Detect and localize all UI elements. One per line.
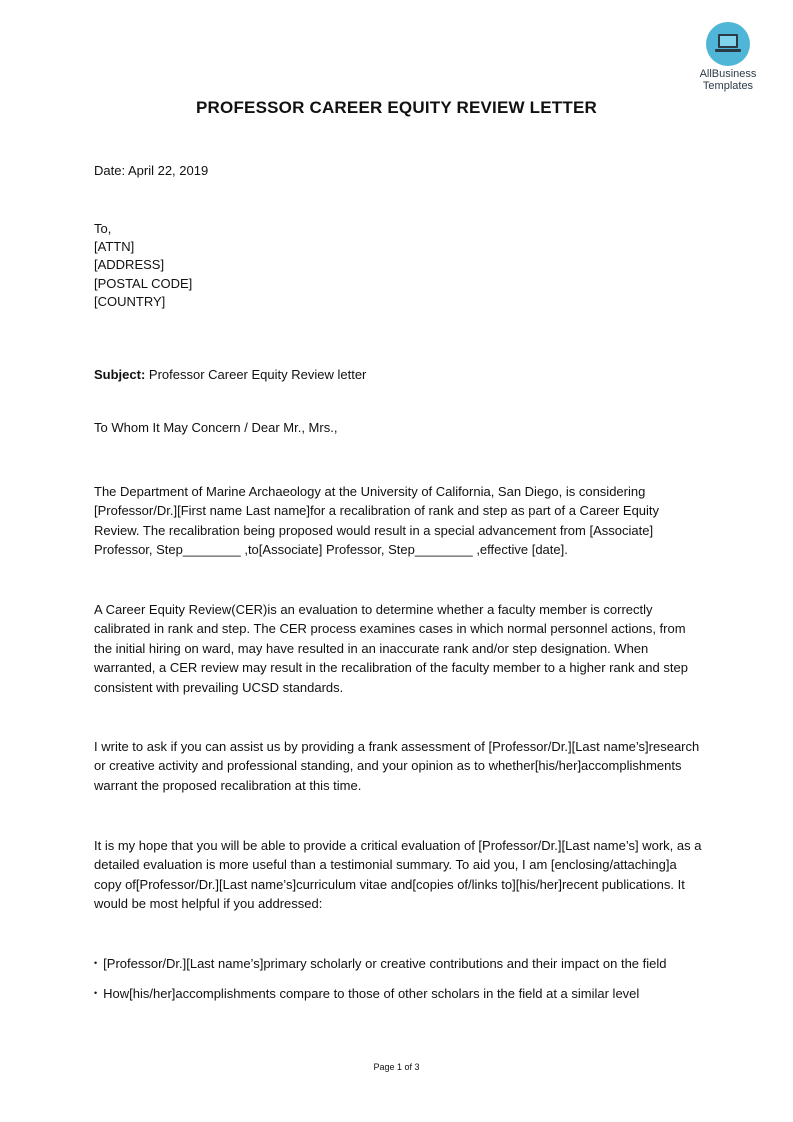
salutation: To Whom It May Concern / Dear Mr., Mrs., — [94, 420, 338, 435]
subject-text: Professor Career Equity Review letter — [145, 367, 367, 382]
logo-text-line1: AllBusiness — [699, 68, 757, 80]
bullet-icon: • — [94, 988, 98, 998]
recipient-address-block — [94, 220, 706, 311]
page-number-footer: Page 1 of 3 — [373, 1062, 420, 1072]
subject-label: Subject: — [94, 367, 146, 382]
list-item — [94, 954, 667, 975]
logo-text-line2: Templates — [702, 80, 754, 92]
bullet-icon: • — [94, 958, 98, 968]
paragraph-evaluation: It is my hope that you will be able to provide a critical evaluation of [Professor/Dr.][Last name’s] work, as a detailed evaluation is more useful than a testimonial summary. To aid you, I am [enclosing/attaching]a copy of[Professor/Dr.][Last name’s]curriculum vitae and[copies of/links to][his/her]recent publications. It would be most helpful if you addressed: — [94, 838, 702, 912]
list-item-text: [Professor/Dr.][Last name’s]primary scholarly or creative contributions and their impact on the field — [103, 956, 667, 971]
address-postal-code: [POSTAL CODE] — [94, 275, 193, 291]
paragraph-request: I write to ask if you can assist us by providing a frank assessment of [Professor/Dr.][Last name’s]research or creative activity and professional standing, and your opinion as to whether[his/her]accomplishments warrant the proposed recalibration at this time. — [94, 739, 700, 793]
address-street: [ADDRESS] — [94, 257, 165, 273]
list-item-text: How[his/her]accomplishments compare to those of other scholars in the field at a similar level — [103, 986, 640, 1001]
allbusiness-templates-logo — [693, 22, 763, 92]
document-title: PROFESSOR CAREER EQUITY REVIEW LETTER — [196, 98, 597, 117]
paragraph-recalibration: The Department of Marine Archaeology at the University of California, San Diego, is considering [Professor/Dr.][First name Last name]for a recalibration of rank and step as part of a Career Equity Review. The recalibration being proposed would result in a special advancement from [Associate] Professor, Step________ ,to[Associate] Professor, Step________ ,effective [date]. — [94, 484, 660, 558]
address-attn: [ATTN] — [94, 239, 135, 255]
subject-line — [94, 365, 706, 384]
laptop-icon — [706, 22, 750, 66]
letter-date: Date: April 22, 2019 — [94, 163, 209, 178]
paragraph-cer-definition: A Career Equity Review(CER)is an evaluation to determine whether a faculty member is correctly calibrated in rank and step. The CER process examines cases in which normal personnel actions, from the initial hiring on ward, may have resulted in an inaccurate rank and/or step designation. When warranted, a CER review may result in the recalibration of the faculty member to a higher rank and step consistent with prevailing UCSD standards. — [94, 602, 688, 695]
address-to: To, — [94, 221, 112, 236]
list-item — [94, 984, 639, 1005]
address-country: [COUNTRY] — [94, 293, 166, 309]
